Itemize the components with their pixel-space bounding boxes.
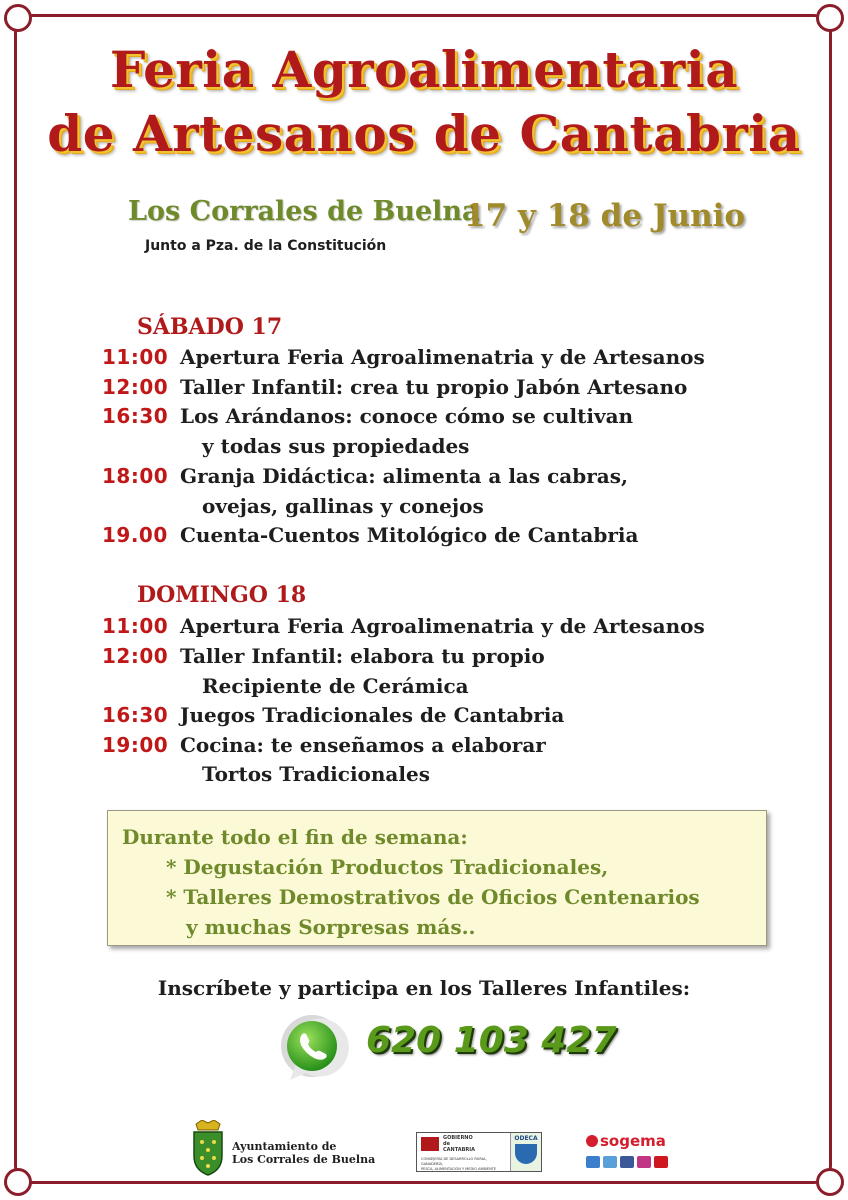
gobierno-line1: GOBIERNO (443, 1135, 473, 1141)
schedule-time: 19:00 (102, 733, 169, 757)
schedule-row (102, 404, 633, 428)
location-detail: Junto a Pza. de la Constitución (145, 238, 387, 254)
schedule-row (102, 523, 638, 547)
schedule-text: Juegos Tradicionales de Cantabria (180, 703, 565, 727)
phone-number[interactable]: 620 103 427 (366, 1020, 617, 1061)
schedule-text-continued: Tortos Tradicionales (202, 762, 430, 786)
schedule-text-continued: Recipiente de Cerámica (202, 674, 469, 698)
schedule-row (102, 345, 705, 369)
schedule-row (102, 375, 687, 399)
saturday-heading: SÁBADO 17 (137, 314, 283, 340)
gobierno-line3: CANTABRIA (443, 1147, 476, 1153)
poster-title-line1: Feria Agroalimentaria (109, 40, 739, 99)
frame-corner-ornament (4, 1168, 32, 1196)
weekend-item: * Degustación Productos Tradicionales, (166, 855, 609, 879)
gobierno-shield-icon (421, 1137, 439, 1151)
schedule-text: Cuenta-Cuentos Mitológico de Cantabria (180, 523, 639, 547)
schedule-row (102, 644, 545, 668)
instagram-icon[interactable] (637, 1156, 651, 1168)
ayuntamiento-line2: Los Corrales de Buelna (232, 1153, 376, 1166)
schedule-text: Taller Infantil: elabora tu propio (180, 644, 545, 668)
coat-of-arms-icon (190, 1120, 226, 1176)
frame-corner-ornament (816, 4, 844, 32)
sunday-heading: DOMINGO 18 (137, 582, 307, 608)
youtube-icon[interactable] (654, 1156, 668, 1168)
gobierno-line4: CONSEJERÍA DE DESARROLLO RURAL, GANADERÍA, (421, 1157, 488, 1166)
weekend-item-continued: y muchas Sorpresas más.. (186, 915, 476, 939)
schedule-row (102, 614, 705, 638)
schedule-time: 12:00 (102, 644, 169, 668)
gobierno-cantabria-logo (416, 1132, 542, 1172)
gobierno-line5: PESCA, ALIMENTACIÓN Y MEDIO AMBIENTE (421, 1167, 497, 1171)
email-icon[interactable] (603, 1156, 617, 1168)
schedule-time: 19.00 (102, 523, 168, 547)
facebook-icon[interactable] (620, 1156, 634, 1168)
odeca-label: ODECA (514, 1135, 538, 1142)
sogema-logo: sogema (600, 1132, 666, 1150)
gobierno-line2: de (443, 1141, 450, 1147)
web-icon[interactable] (586, 1156, 600, 1168)
poster-title-line2: de Artesanos de Cantabria (47, 104, 801, 163)
schedule-text: Los Arándanos: conoce cómo se cultivan (180, 404, 634, 428)
schedule-row (102, 464, 628, 488)
schedule-text: Apertura Feria Agroalimenatria y de Artesanos (180, 614, 705, 638)
schedule-text: Apertura Feria Agroalimenatria y de Artesanos (180, 345, 705, 369)
schedule-time: 18:00 (102, 464, 169, 488)
weekend-item: * Talleres Demostrativos de Oficios Centenarios (166, 885, 700, 909)
schedule-text: Taller Infantil: crea tu propio Jabón Artesano (180, 375, 688, 399)
location-name: Los Corrales de Buelna (128, 196, 480, 227)
schedule-time: 11:00 (102, 614, 169, 638)
frame-corner-ornament (816, 1168, 844, 1196)
schedule-time: 12:00 (102, 375, 169, 399)
whatsapp-icon (270, 1008, 350, 1088)
ayuntamiento-logo-text (232, 1140, 375, 1166)
schedule-time: 11:00 (102, 345, 169, 369)
odeca-logo-icon (515, 1144, 537, 1164)
ayuntamiento-line1: Ayuntamiento de (232, 1140, 337, 1153)
schedule-time: 16:30 (102, 703, 169, 727)
schedule-text-continued: ovejas, gallinas y conejos (202, 494, 484, 518)
schedule-text: Cocina: te enseñamos a elaborar (180, 733, 546, 757)
event-dates: 17 y 18 de Junio (464, 198, 746, 234)
signup-text: Inscríbete y participa en los Talleres Infantiles: (157, 976, 691, 1000)
schedule-text: Granja Didáctica: alimenta a las cabras, (180, 464, 628, 488)
weekend-heading: Durante todo el fin de semana: (122, 825, 468, 849)
schedule-time: 16:30 (102, 404, 169, 428)
frame-corner-ornament (4, 4, 32, 32)
schedule-row (102, 733, 546, 757)
schedule-row (102, 703, 564, 727)
sogema-logo-icon (586, 1135, 598, 1147)
schedule-text-continued: y todas sus propiedades (202, 434, 470, 458)
weekend-highlights-box (107, 810, 767, 946)
